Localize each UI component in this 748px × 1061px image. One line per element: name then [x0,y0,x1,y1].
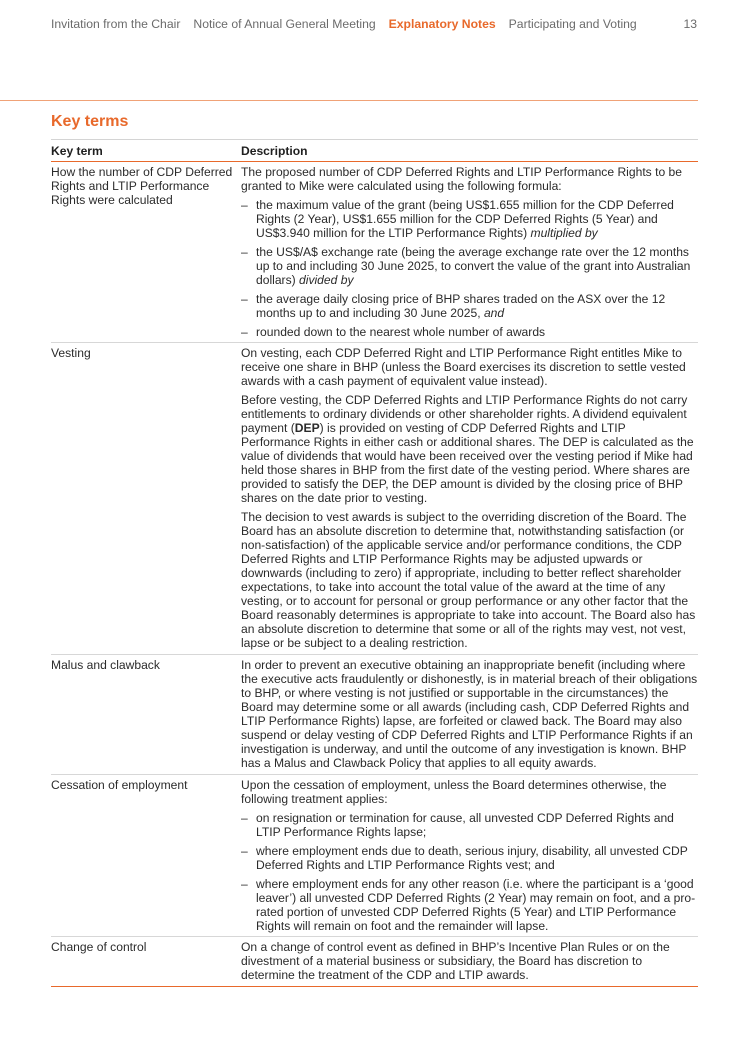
key-terms-table [51,142,698,987]
description-cell [241,937,698,987]
description-cell [241,775,698,937]
term-cell [51,655,241,775]
top-navigation [51,17,697,31]
term-cell [51,775,241,937]
list-item: – where employment ends for any other reason (i.e. where the participant is a ‘good leaver’) all unvested CDP Deferred Rights (2 Year) may remain on foot, and a pro-rated portion of unvested CDP Deferred Rights (5 Year) and LTIP Performance Rights will remain on foot and the remainder will lapse. [241,877,698,933]
description-paragraph: Upon the cessation of employment, unless the Board determines otherwise, the following treatment applies: [241,778,667,806]
list-item: – the maximum value of the grant (being US$1.655 million for the CDP Deferred Rights (2 Year), US$1.655 million for the CDP Deferred Rights (5 Year) and US$3.940 million for the LTIP Performance Rights) multiplied by [241,198,698,240]
bullet-list [241,811,698,933]
description-paragraph: Before vesting, the CDP Deferred Rights and LTIP Performance Rights do not carry entitlements to ordinary dividends or other shareholder rights. A dividend equivalent payment (DEP) is provided on vesting of CDP Deferred Rights and LTIP Performance Rights in either cash or additional shares. The DEP is calculated as the value of dividends that would have been received over the vesting period if Mike had held those shares in BHP from the first date of the vesting period. Where shares are provided to satisfy the DEP, the DEP amount is divided by the closing price of BHP shares on the date prior to vesting. [241,393,694,505]
description-paragraph: On vesting, each CDP Deferred Right and LTIP Performance Right entitles Mike to receive one share in BHP (unless the Board exercises its discretion to settle vested awards with a cash payment of equivalent value instead). [241,346,686,388]
description-paragraph: In order to prevent an executive obtaining an inappropriate benefit (including where the executive acts fraudulently or dishonestly, is in material breach of their obligations to BHP, or where vesting is not justified or supportable in the circumstances) the Board may determine some or all awards (including cash, CDP Deferred Rights and LTIP Performance Rights) lapse, are forfeited or clawed back. The Board may also suspend or delay vesting of CDP Deferred Rights and LTIP Performance Rights if an investigation is underway, and until the outcome of any investigation is known. BHP has a Malus and Clawback Policy that applies to all equity awards. [241,658,698,770]
header-divider [0,100,698,101]
description-cell [241,162,698,343]
list-item: – the average daily closing price of BHP shares traded on the ASX over the 12 months up to and including 30 June 2025, and [241,292,698,320]
dep-term: DEP [294,421,320,435]
term-cell [51,162,241,343]
term-cell [51,343,241,655]
nav-explanatory-notes[interactable]: Explanatory Notes [388,17,496,31]
term-label: Vesting [51,346,91,360]
description-paragraph: The decision to vest awards is subject to the overriding discretion of the Board. The Board has an absolute discretion to determine that, notwithstanding satisfaction (or non-satisfaction) of the applicable service and/or performance conditions, the CDP Deferred Rights and LTIP Performance Rights may be adjusted upwards or downwards (including to zero) if appropriate, including to better reflect shareholder expectations, to take into account the total value of the award at the time of any vesting, or to account for personal or group performance or any other factor that the Board reasonably determines is appropriate to take into account. The Board also has an absolute discretion to determine that some or all of the rights may vest, not vest, lapse or be subject to a dealing restriction. [241,510,696,650]
table-row-malus [51,655,698,775]
nav-invitation-from-chair[interactable]: Invitation from the Chair [51,17,181,31]
term-label: Cessation of employment [51,778,188,792]
description-paragraph: On a change of control event as defined in BHP’s Incentive Plan Rules or on the divestment of a material business or subsidiary, the Board has discretion to determine the treatment of the CDP and LTIP awards. [241,940,670,982]
term-label: Change of control [51,940,147,954]
nav-participating-and-voting[interactable]: Participating and Voting [508,17,637,31]
table-row-formula [51,162,698,343]
bullet-list [241,198,698,339]
term-cell [51,937,241,987]
description-paragraph: The proposed number of CDP Deferred Rights and LTIP Performance Rights to be granted to Mike were calculated using the following formula: [241,165,682,193]
title-divider [51,139,698,140]
column-header-key-term: Key term [51,142,241,162]
term-label: How the number of CDP Deferred Rights and LTIP Performance Rights were calculated [51,165,233,207]
list-item: – rounded down to the nearest whole number of awards [241,325,698,339]
page-number: 13 [683,17,697,31]
description-cell [241,343,698,655]
nav-notice-of-agm[interactable]: Notice of Annual General Meeting [193,17,376,31]
table-row-vesting [51,343,698,655]
column-header-description: Description [241,142,698,162]
term-label: Malus and clawback [51,658,160,672]
list-item: – the US$/A$ exchange rate (being the average exchange rate over the 12 months up to and including 30 June 2025, to convert the value of the grant into Australian dollars) divided by [241,245,698,287]
list-item: – on resignation or termination for cause, all unvested CDP Deferred Rights and LTIP Performance Rights lapse; [241,811,698,839]
table-header-row [51,142,698,162]
section-title: Key terms [51,113,129,130]
list-item: – where employment ends due to death, serious injury, disability, all unvested CDP Deferred Rights and LTIP Performance Rights vest; and [241,844,698,872]
table-row-cessation [51,775,698,937]
table-row-change-of-control [51,937,698,987]
description-cell [241,655,698,775]
